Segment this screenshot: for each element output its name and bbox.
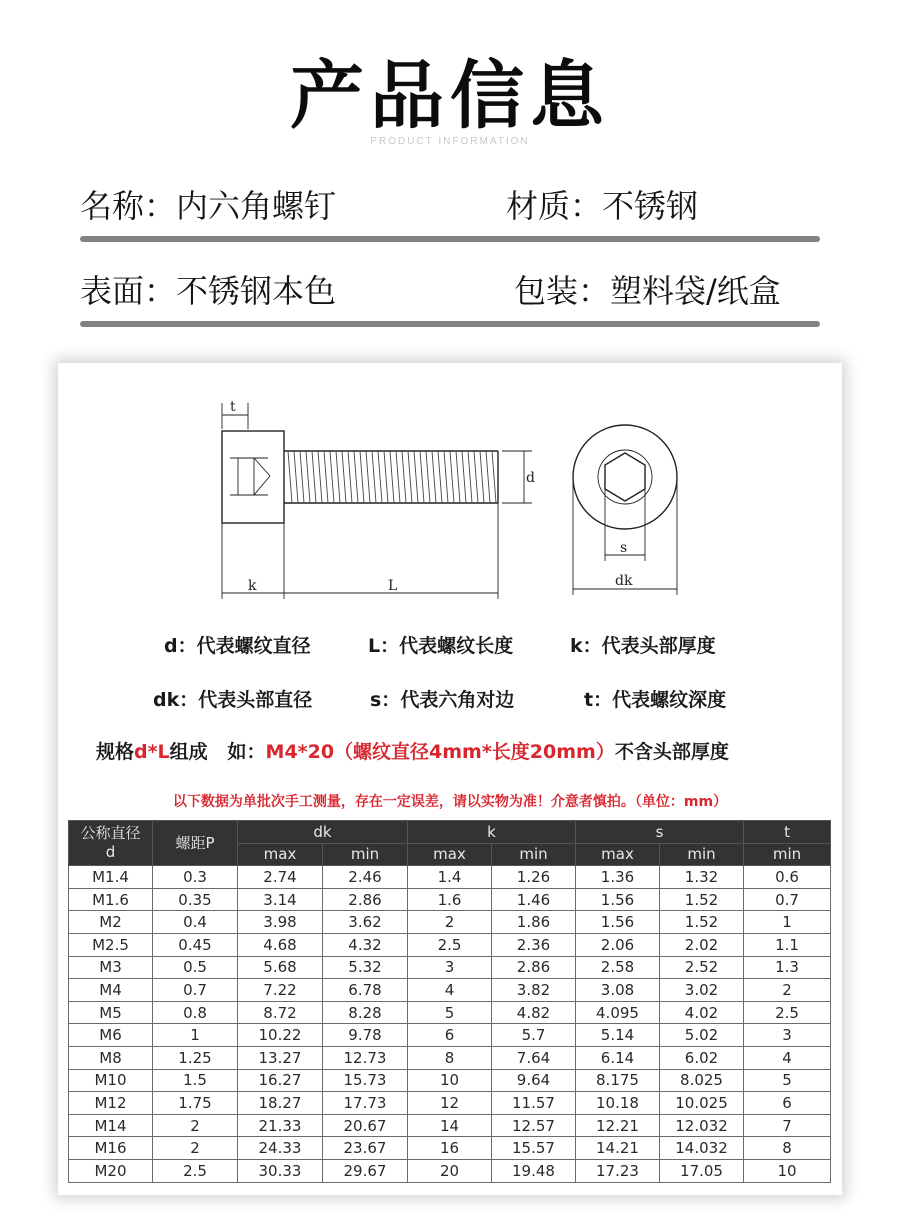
table-cell: 2.58 — [576, 956, 660, 979]
table-row — [69, 933, 831, 956]
table-cell: 16 — [408, 1137, 492, 1160]
spec-mid: 组成 如： — [169, 741, 266, 763]
table-cell: 0.4 — [153, 911, 238, 934]
table-cell: 8.175 — [576, 1069, 660, 1092]
table-cell: 5.32 — [323, 956, 408, 979]
legend-t — [584, 685, 726, 712]
table-cell: 1.56 — [576, 911, 660, 934]
table-cell: M3 — [69, 956, 153, 979]
table-cell: 8.28 — [323, 1001, 408, 1024]
table-cell: 9.78 — [323, 1024, 408, 1047]
table-cell: 2.86 — [323, 888, 408, 911]
table-cell: 3.62 — [323, 911, 408, 934]
table-cell: 0.45 — [153, 933, 238, 956]
col-header-t: t — [744, 821, 831, 844]
legend-text: 代表六角对边 — [400, 689, 515, 711]
table-cell: 19.48 — [492, 1159, 576, 1182]
table-cell: 4.32 — [323, 933, 408, 956]
legend-text: 代表头部直径 — [198, 689, 313, 711]
dim-label-L: L — [388, 578, 398, 594]
table-cell: M8 — [69, 1046, 153, 1069]
table-row — [69, 1137, 831, 1160]
table-cell: 2.52 — [660, 956, 744, 979]
table-cell: 0.7 — [153, 979, 238, 1002]
table-cell: 20 — [408, 1159, 492, 1182]
table-cell: 1.56 — [576, 888, 660, 911]
legend-text: 代表头部厚度 — [601, 635, 716, 657]
table-cell: 1.5 — [153, 1069, 238, 1092]
col-header-nominal-label: 公称直径 — [80, 824, 141, 843]
table-cell: 1.1 — [744, 933, 831, 956]
table-cell: 21.33 — [238, 1114, 323, 1137]
table-cell: 1.75 — [153, 1092, 238, 1115]
table-cell: 1.6 — [408, 888, 492, 911]
col-subheader-min: min — [323, 843, 408, 866]
table-cell: 1.4 — [408, 866, 492, 889]
table-cell: M14 — [69, 1114, 153, 1137]
screw-head-end-view — [573, 425, 677, 529]
legend-key: k： — [570, 635, 602, 657]
screw-head — [222, 431, 284, 523]
spec-formula: d*L — [134, 741, 170, 763]
product-packaging: 包装：塑料袋/纸盒 — [514, 272, 781, 310]
table-cell: M2.5 — [69, 933, 153, 956]
table-cell: M1.4 — [69, 866, 153, 889]
info-row-1 — [80, 176, 820, 236]
legend-key: dk： — [153, 689, 199, 711]
table-cell: M1.6 — [69, 888, 153, 911]
table-row — [69, 979, 831, 1002]
measurement-notice: 以下数据为单批次手工测量，存在一定误差，请以实物为准！介意者慎拍。（单位：mm） — [172, 794, 728, 810]
thread-lines — [288, 451, 496, 503]
product-name: 名称：内六角螺钉 — [80, 187, 337, 225]
table-cell: 6.78 — [323, 979, 408, 1002]
legend-key: d： — [164, 635, 197, 657]
table-cell: 15.73 — [323, 1069, 408, 1092]
table-cell: M5 — [69, 1001, 153, 1024]
table-cell: 17.73 — [323, 1092, 408, 1115]
table-cell: 6 — [408, 1024, 492, 1047]
info-row-2 — [80, 261, 820, 321]
table-cell: 1.25 — [153, 1046, 238, 1069]
spec-table — [68, 820, 831, 1183]
table-cell: 8.025 — [660, 1069, 744, 1092]
table-cell: 6 — [744, 1092, 831, 1115]
table-cell: 2 — [744, 979, 831, 1002]
table-row — [69, 888, 831, 911]
table-cell: 16.27 — [238, 1069, 323, 1092]
table-cell: 12.57 — [492, 1114, 576, 1137]
table-cell: 4.68 — [238, 933, 323, 956]
table-cell: 14.032 — [660, 1137, 744, 1160]
legend-dk — [153, 685, 312, 712]
table-cell: 10.18 — [576, 1092, 660, 1115]
product-surface: 表面：不锈钢本色 — [80, 272, 337, 310]
divider — [80, 236, 820, 242]
table-cell: 0.35 — [153, 888, 238, 911]
table-cell: 2.5 — [408, 933, 492, 956]
table-cell: 2 — [153, 1114, 238, 1137]
table-cell: 8.72 — [238, 1001, 323, 1024]
table-cell: 10.025 — [660, 1092, 744, 1115]
table-cell: 3.02 — [660, 979, 744, 1002]
col-header-k: k — [408, 821, 576, 844]
table-cell: 10 — [744, 1159, 831, 1182]
table-cell: 1.86 — [492, 911, 576, 934]
dim-label-d: d — [526, 470, 535, 486]
table-row — [69, 866, 831, 889]
table-cell: 1.46 — [492, 888, 576, 911]
table-cell: 2.36 — [492, 933, 576, 956]
table-cell: 12.032 — [660, 1114, 744, 1137]
table-cell: 13.27 — [238, 1046, 323, 1069]
spec-example: M4*20（螺纹直径4mm*长度20mm） — [265, 741, 615, 763]
dim-label-t: t — [230, 399, 236, 415]
table-cell: 6.02 — [660, 1046, 744, 1069]
table-cell: M10 — [69, 1069, 153, 1092]
table-row — [69, 1114, 831, 1137]
table-cell: 2.46 — [323, 866, 408, 889]
table-cell: M6 — [69, 1024, 153, 1047]
table-cell: 1.32 — [660, 866, 744, 889]
col-subheader-max: max — [576, 843, 660, 866]
dim-label-s: s — [620, 540, 628, 556]
table-cell: M16 — [69, 1137, 153, 1160]
table-cell: 3.82 — [492, 979, 576, 1002]
col-header-nominal — [69, 821, 153, 866]
table-cell: 3.08 — [576, 979, 660, 1002]
table-cell: 1 — [153, 1024, 238, 1047]
screw-dimension-diagram — [58, 363, 842, 623]
table-cell: 5.7 — [492, 1024, 576, 1047]
dim-label-dk: dk — [615, 573, 633, 589]
table-cell: M20 — [69, 1159, 153, 1182]
col-subheader-max: max — [238, 843, 323, 866]
table-cell: 2.5 — [744, 1001, 831, 1024]
table-cell: 3 — [744, 1024, 831, 1047]
dim-label-k: k — [248, 578, 257, 594]
table-cell: 4.02 — [660, 1001, 744, 1024]
table-cell: 17.23 — [576, 1159, 660, 1182]
table-cell: 3.98 — [238, 911, 323, 934]
table-cell: 4 — [744, 1046, 831, 1069]
table-cell: 5 — [408, 1001, 492, 1024]
table-cell: 2 — [408, 911, 492, 934]
hex-socket — [605, 453, 645, 501]
table-cell: 9.64 — [492, 1069, 576, 1092]
table-cell: 5 — [744, 1069, 831, 1092]
table-cell: 1 — [744, 911, 831, 934]
spec-prefix: 规格 — [96, 741, 135, 763]
table-row — [69, 1024, 831, 1047]
table-cell: 0.6 — [744, 866, 831, 889]
table-row — [69, 1001, 831, 1024]
product-material: 材质：不锈钢 — [506, 187, 699, 225]
legend-key: s： — [370, 689, 401, 711]
table-cell: 1.36 — [576, 866, 660, 889]
table-cell: 2.5 — [153, 1159, 238, 1182]
table-cell: 7 — [744, 1114, 831, 1137]
col-header-dk: dk — [238, 821, 408, 844]
table-cell: 8 — [408, 1046, 492, 1069]
col-header-nominal-sub: d — [105, 843, 116, 862]
col-subheader-min: min — [492, 843, 576, 866]
page-subtitle: PRODUCT INFORMATION — [370, 136, 530, 147]
table-cell: 1.52 — [660, 888, 744, 911]
table-cell: 12.73 — [323, 1046, 408, 1069]
col-header-s: s — [576, 821, 744, 844]
legend-L — [368, 631, 513, 658]
divider — [80, 321, 820, 327]
table-cell: 8 — [744, 1137, 831, 1160]
legend-s — [370, 685, 514, 712]
table-cell: 30.33 — [238, 1159, 323, 1182]
table-cell: 23.67 — [323, 1137, 408, 1160]
table-row — [69, 1069, 831, 1092]
table-cell: 1.52 — [660, 911, 744, 934]
table-cell: M4 — [69, 979, 153, 1002]
table-cell: 7.22 — [238, 979, 323, 1002]
table-cell: 14 — [408, 1114, 492, 1137]
legend-text: 代表螺纹长度 — [399, 635, 514, 657]
spec-table-body — [69, 866, 831, 1182]
table-cell: 5.68 — [238, 956, 323, 979]
table-cell: 4.095 — [576, 1001, 660, 1024]
col-subheader-min: min — [744, 843, 831, 866]
table-cell: 12.21 — [576, 1114, 660, 1137]
table-cell: 3 — [408, 956, 492, 979]
legend-text: 代表螺纹直径 — [196, 635, 311, 657]
table-cell: 10 — [408, 1069, 492, 1092]
table-cell: 3.14 — [238, 888, 323, 911]
table-cell: 0.7 — [744, 888, 831, 911]
spec-format-line — [96, 737, 729, 764]
legend-d — [164, 631, 311, 658]
table-cell: 18.27 — [238, 1092, 323, 1115]
table-cell: 15.57 — [492, 1137, 576, 1160]
table-cell: 0.3 — [153, 866, 238, 889]
table-cell: 7.64 — [492, 1046, 576, 1069]
table-cell: 20.67 — [323, 1114, 408, 1137]
col-subheader-max: max — [408, 843, 492, 866]
table-row — [69, 1092, 831, 1115]
table-row — [69, 1046, 831, 1069]
table-cell: 29.67 — [323, 1159, 408, 1182]
table-cell: 1.3 — [744, 956, 831, 979]
table-cell: M12 — [69, 1092, 153, 1115]
table-cell: 0.8 — [153, 1001, 238, 1024]
table-cell: 4 — [408, 979, 492, 1002]
table-cell: 17.05 — [660, 1159, 744, 1182]
legend-k — [570, 631, 716, 658]
table-cell: 1.26 — [492, 866, 576, 889]
legend-key: t： — [584, 689, 613, 711]
table-cell: 2.02 — [660, 933, 744, 956]
table-cell: 12 — [408, 1092, 492, 1115]
table-cell: 6.14 — [576, 1046, 660, 1069]
table-cell: 14.21 — [576, 1137, 660, 1160]
legend-text: 代表螺纹深度 — [612, 689, 727, 711]
table-cell: 5.14 — [576, 1024, 660, 1047]
spec-panel — [58, 363, 842, 1195]
table-cell: 2 — [153, 1137, 238, 1160]
col-subheader-min: min — [660, 843, 744, 866]
legend-key: L： — [368, 635, 400, 657]
table-cell: 2.74 — [238, 866, 323, 889]
table-cell: 2.06 — [576, 933, 660, 956]
table-cell: 0.5 — [153, 956, 238, 979]
spec-suffix: 不含头部厚度 — [614, 741, 729, 763]
table-cell: M2 — [69, 911, 153, 934]
table-cell: 11.57 — [492, 1092, 576, 1115]
table-cell: 24.33 — [238, 1137, 323, 1160]
table-row — [69, 956, 831, 979]
page-title: 产品信息 — [290, 53, 610, 139]
table-cell: 5.02 — [660, 1024, 744, 1047]
col-header-pitch: 螺距P — [153, 821, 238, 866]
table-row — [69, 911, 831, 934]
table-row — [69, 1159, 831, 1182]
table-cell: 4.82 — [492, 1001, 576, 1024]
table-cell: 2.86 — [492, 956, 576, 979]
table-cell: 10.22 — [238, 1024, 323, 1047]
